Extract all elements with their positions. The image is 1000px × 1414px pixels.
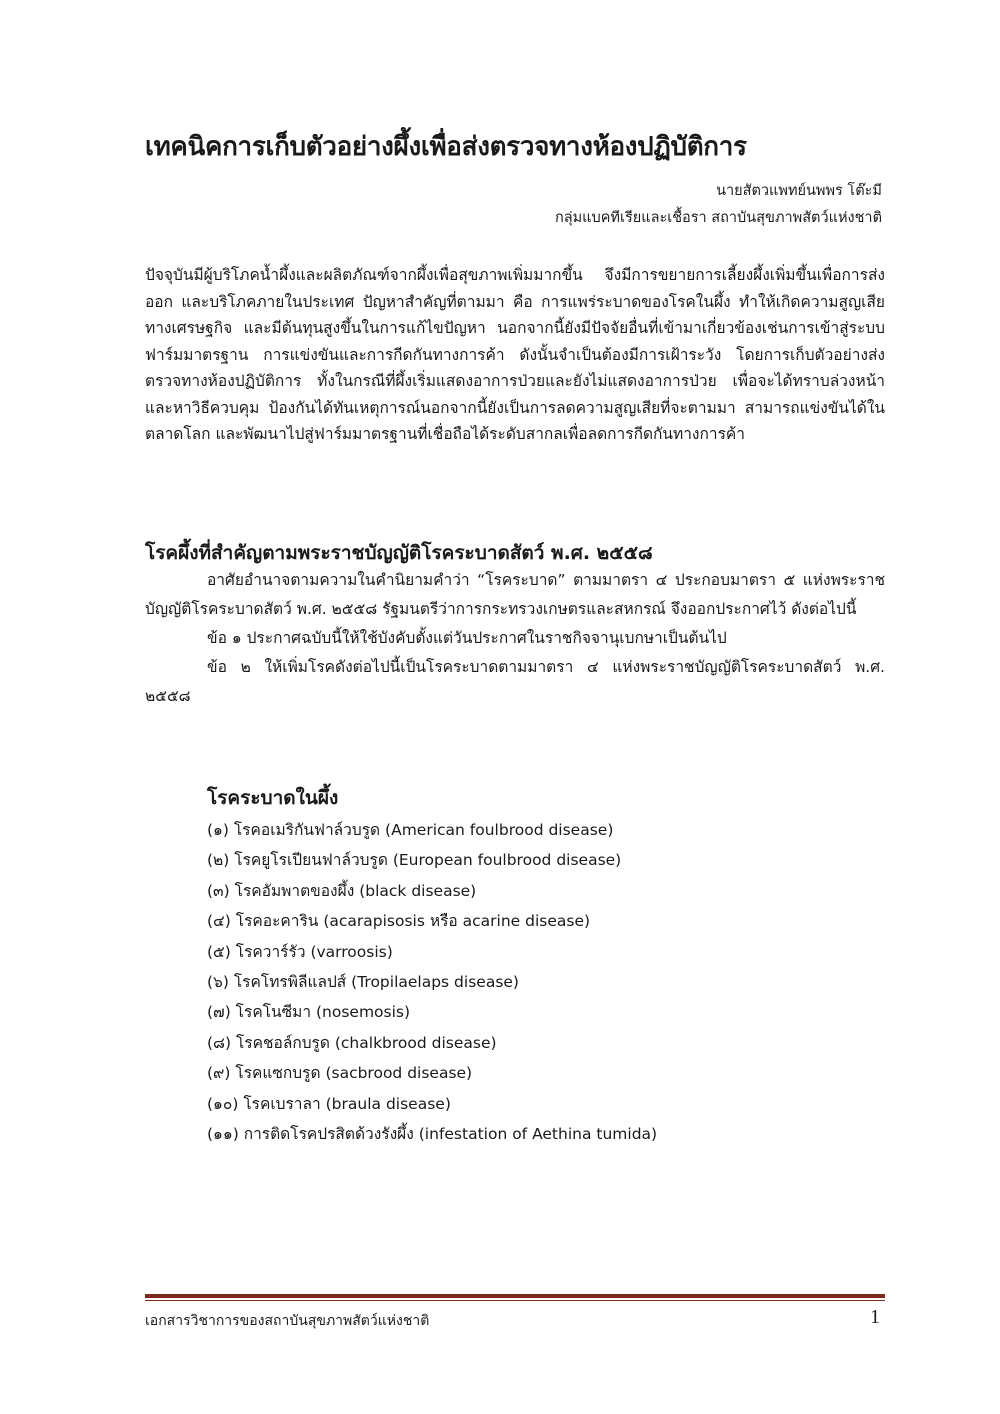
page-number: 1: [870, 1306, 880, 1328]
intro-paragraph: ปัจจุบันมีผู้บริโภคน้ำผึ้งและผลิตภัณฑ์จากผึ้งเพื่อสุขภาพเพิ่มมากขึ้น จึงมีการขยายการเลี้ยงผึ้งเพิ่มขึ้นเพื่อการส่งออก และบริโภคภายในประเทศ ปัญหาสำคัญที่ตามมา คือ การแพร่ระบาดของโรคในผึ้ง ทำให้เกิดความสูญเสียทางเศรษฐกิจ และมีต้นทุนสูงขึ้นในการแก้ไขปัญหา นอกจากนี้ยังมีปัจจัยอื่นที่เข้ามาเกี่ยวข้องเช่นการเข้าสู่ระบบฟาร์มมาตรฐาน การแข่งขันและการกีดกันทางการค้า ดังนั้นจำเป็นต้องมีการเฝ้าระวัง โดยการเก็บตัวอย่างส่งตรวจทางห้องปฏิบัติการ ทั้งในกรณีที่ผึ้งเริ่มแสดงอาการป่วยและยังไม่แสดงอาการป่วย เพื่อจะได้ทราบล่วงหน้าและหาวิธีควบคุม ป้องกันได้ทันเหตุการณ์นอกจากนี้ยังเป็นการลดความสูญเสียที่จะตามมา สามารถแข่งขันได้ในตลาดโลก และพัฒนาไปสู่ฟาร์มมาตรฐานที่เชื่อถือได้ระดับสากลเพื่อลดการกีดกันทางการค้า: [145, 266, 885, 443]
disease-item: (๔) โรคอะคาริน (acarapisosis หรือ acarine disease): [207, 912, 591, 931]
law-paragraph: อาศัยอำนาจตามความในคำนิยามคำว่า “โรคระบาด” ตามมาตรา ๔ ประกอบมาตรา ๕ แห่งพระราชบัญญัติโรคระบาดสัตว์ พ.ศ. ๒๕๕๘ รัฐมนตรีว่าการกระทรวงเกษตรและสหกรณ์ จึงออกประกาศไว้ ดังต่อไปนี้: [145, 571, 885, 618]
law-clause-1: ข้อ ๑ ประกาศฉบับนี้ให้ใช้บังคับตั้งแต่วันประกาศในราชกิจจานุเบกษาเป็นต้นไป: [207, 629, 727, 647]
law-clause-2: ข้อ ๒ ให้เพิ่มโรคดังต่อไปนี้เป็นโรคระบาดตามมาตรา ๔ แห่งพระราชบัญญัติโรคระบาดสัตว์ พ.ศ. ๒๕๕๘: [145, 658, 885, 705]
disease-list-heading: โรคระบาดในผึ้ง: [207, 787, 339, 809]
disease-item: (๖) โรคโทรพิลีแลปส์ (Tropilaelaps disease): [207, 973, 519, 992]
disease-item: (๕) โรควาร์รัว (varroosis): [207, 942, 393, 961]
disease-item: (๓) โรคอัมพาตของผึ้ง (black disease): [207, 881, 477, 900]
section-heading: โรคผึ้งที่สำคัญตามพระราชบัญญัติโรคระบาดสัตว์ พ.ศ. ๒๕๕๘: [145, 542, 653, 564]
author-affiliation: กลุ่มแบคทีเรียและเชื้อรา สถาบันสุขภาพสัตว์แห่งชาติ: [554, 210, 882, 226]
footer-divider: [145, 1294, 885, 1298]
disease-item: (๗) โรคโนซีมา (nosemosis): [207, 1003, 411, 1022]
intro-section: [145, 262, 885, 448]
author-name: นายสัตวแพทย์นพพร โต๊ะมี: [716, 183, 882, 199]
document-title: เทคนิคการเก็บตัวอย่างผึ้งเพื่อส่งตรวจทางห้องปฏิบัติการ: [145, 132, 747, 162]
author-block: [555, 178, 882, 232]
footer-text: เอกสารวิชาการของสถาบันสุขภาพสัตว์แห่งชาติ: [145, 1313, 430, 1329]
disease-item: (๑๑) การติดโรคปรสิตด้วงรังผึ้ง (infestation of Aethina tumida): [207, 1125, 658, 1144]
footer-divider-thin: [145, 1300, 885, 1301]
disease-item: (๙) โรคแซกบรูด (sacbrood disease): [207, 1064, 473, 1083]
disease-list: [207, 815, 657, 1149]
disease-item: (๘) โรคชอล์กบรูด (chalkbrood disease): [207, 1033, 497, 1052]
disease-item: (๑) โรคอเมริกันฟาล์วบรูด (American foulbrood disease): [207, 821, 614, 839]
disease-item: (๑๐) โรคเบราลา (braula disease): [207, 1094, 451, 1113]
law-section: [145, 566, 885, 711]
disease-item: (๒) โรคยูโรเปียนฟาล์วบรูด (European foulbrood disease): [207, 851, 622, 870]
